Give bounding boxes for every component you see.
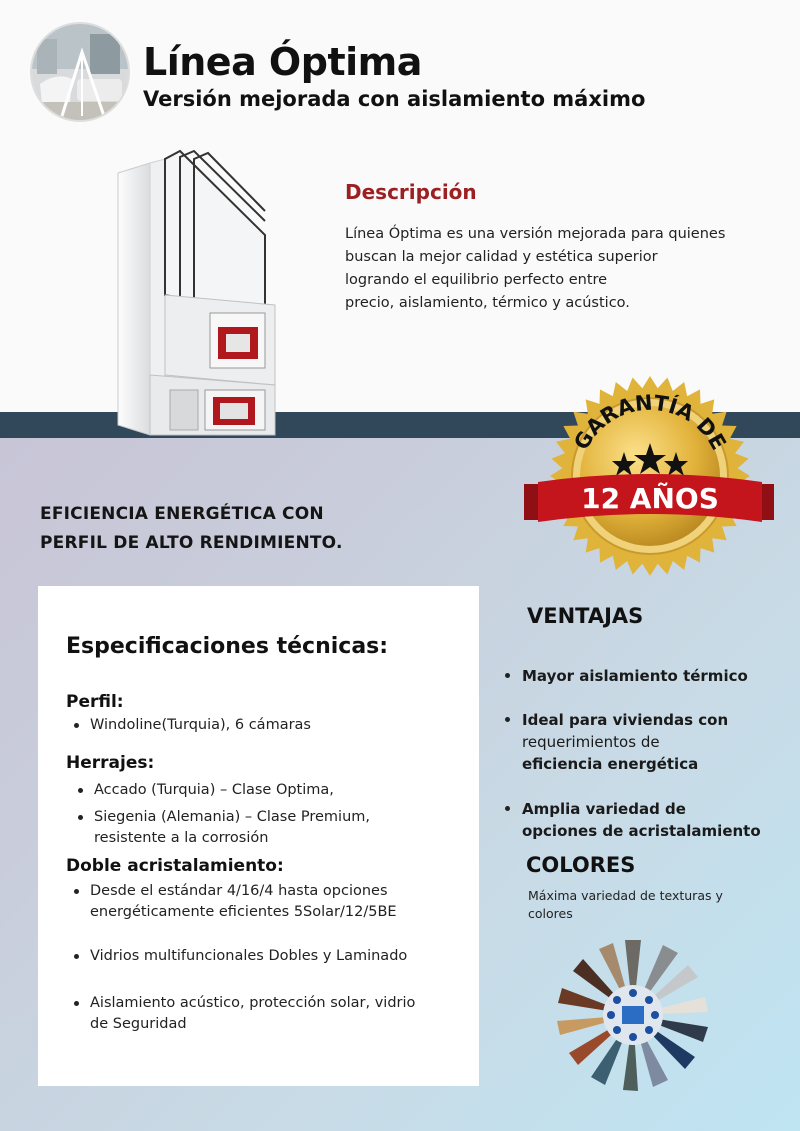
- efficiency-heading: [40, 500, 343, 558]
- description-line: Línea Óptima es una versión mejorada para quienes: [345, 226, 726, 242]
- list-item-text: de Seguridad: [90, 1016, 187, 1032]
- ventaja-text: Mayor aislamiento térmico: [522, 667, 748, 685]
- ventaja-item: [522, 798, 782, 842]
- ventaja-text: opciones de acristalamiento: [522, 822, 761, 840]
- list-item-text: energéticamente eficientes 5Solar/12/5BE: [90, 904, 397, 920]
- list-item: [90, 715, 460, 736]
- description-line: precio, aislamiento, térmico y acústico.: [345, 295, 630, 311]
- doble-heading: Doble acristalamiento:: [66, 856, 284, 876]
- list-item-text: Aislamiento acústico, protección solar, vidrio: [90, 995, 416, 1011]
- list-item: [90, 881, 460, 923]
- description-title: Descripción: [345, 180, 477, 204]
- list-item-text: Windoline(Turquia), 6 cámaras: [90, 717, 311, 733]
- ventaja-text: Amplia variedad de: [522, 800, 686, 818]
- ventaja-text: requerimientos de: [522, 733, 660, 751]
- colores-line: colores: [528, 906, 573, 921]
- ventajas-title: VENTAJAS: [527, 604, 644, 628]
- efficiency-line: EFICIENCIA ENERGÉTICA CON: [40, 504, 324, 524]
- warranty-badge-icon: [518, 370, 780, 592]
- list-item-text: Vidrios multifuncionales Dobles y Laminado: [90, 948, 408, 964]
- list-item: [94, 780, 464, 801]
- description-line: buscan la mejor calidad y estética superior: [345, 249, 658, 265]
- page-title: Línea Óptima: [143, 40, 422, 84]
- colores-title: COLORES: [526, 853, 636, 877]
- list-item: [90, 946, 460, 967]
- badge-top-text: GARANTÍA DE: [569, 390, 731, 454]
- page-subtitle: Versión mejorada con aislamiento máximo: [143, 87, 646, 111]
- ventaja-item: [522, 709, 782, 775]
- ventaja-text: eficiencia energética: [522, 755, 699, 773]
- perfil-heading: Perfil:: [66, 692, 124, 712]
- colores-text: [528, 887, 768, 923]
- herrajes-heading: Herrajes:: [66, 753, 155, 773]
- description-text: [345, 223, 775, 315]
- badge-ribbon-text: 12 AÑOS: [581, 482, 719, 515]
- ventaja-item: [522, 665, 782, 687]
- ventaja-text: Ideal para viviendas con: [522, 711, 729, 729]
- list-item-text: Siegenia (Alemania) – Clase Premium,: [94, 809, 371, 825]
- list-item: [90, 993, 460, 1035]
- efficiency-line: PERFIL DE ALTO RENDIMIENTO.: [40, 533, 343, 553]
- list-item: [94, 807, 464, 849]
- list-item-text: Desde el estándar 4/16/4 hasta opciones: [90, 883, 388, 899]
- specs-title: Especificaciones técnicas:: [66, 634, 389, 659]
- specs-card: [38, 586, 479, 1086]
- interior-photo-icon: [30, 22, 130, 122]
- window-profile-icon: [110, 145, 290, 440]
- list-item-text: Accado (Turquia) – Clase Optima,: [94, 782, 334, 798]
- list-item-text: resistente a la corrosión: [94, 830, 269, 846]
- color-fan-icon: [548, 935, 718, 1095]
- description-line: logrando el equilibrio perfecto entre: [345, 272, 608, 288]
- colores-line: Máxima variedad de texturas y: [528, 888, 723, 903]
